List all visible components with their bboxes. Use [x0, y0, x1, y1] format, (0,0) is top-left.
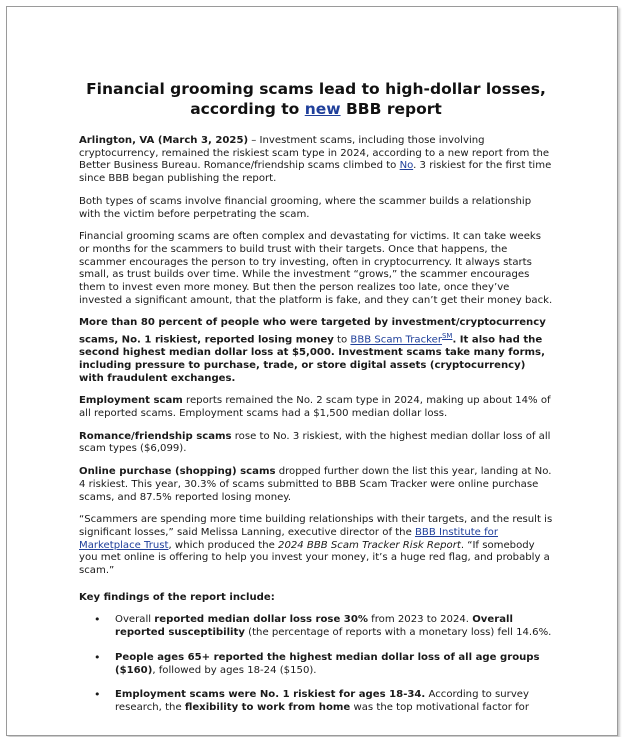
quote-text-2: , which produced the [168, 539, 279, 551]
online-purchase-text: dropped further down the list this year, landing at No. 4 riskiest. This year, 30.3% of scams submitted to BBB Scam Tracker were online purchase scams, and 87.5% reported losing money. [79, 466, 552, 503]
key-findings-list [79, 614, 553, 714]
item-bold: Employment scams were No. 1 riskiest for ages 18-34. [115, 689, 426, 701]
list-item [94, 688, 553, 714]
title-new-link[interactable]: new [304, 100, 341, 118]
no-link[interactable]: No [399, 160, 414, 172]
page-title [79, 79, 553, 119]
paragraph-romance-scams [79, 431, 553, 456]
paragraph-online-purchase [79, 466, 553, 504]
service-mark: SM [441, 332, 453, 341]
employment-text: reports remained the No. 2 scam type in 2024, making up about 14% of all reported scams. Employment scams had a $1,500 median dollar loss. [79, 395, 551, 420]
item-text: , followed by ages 18-24 ($150). [152, 664, 317, 676]
document-content [79, 79, 553, 727]
paragraph-grooming-explained: Financial grooming scams are often complex and devastating for victims. It can take weeks or months for the scammers to build trust with their targets. Once that happens, the scammer encourages the person to try investing, often in cryptocurrency. It always starts small, as trust builds over time. While the investment “grows,” the scammer encourages them to invest even more money. But then the person realizes too late, once they’ve invested a significant amount, that the platform is fake, and they can’t get their money back. [79, 231, 553, 306]
intro-text: – Investment scams, including those involving cryptocurrency, remained the riskiest scam type in 2024, according to a new report from the Better Business Bureau. Romance/friendship scams climbed to [79, 135, 550, 172]
paragraph-intro [79, 135, 553, 186]
item-bold: flexibility to work from home [184, 701, 351, 713]
bbb-institute-link[interactable]: BBB Institute for Marketplace Trust [79, 526, 498, 551]
quote-text-3: . “If somebody you met online is offering to help you invest your money, it’s a huge red flag, and probably a scam.” [79, 539, 550, 577]
dateline: Arlington, VA (March 3, 2025) [79, 135, 249, 146]
item-bold: reported median dollar loss rose 30% [154, 614, 368, 626]
item-bold: Overall reported susceptibility [115, 614, 513, 639]
employment-bold: Employment scam [79, 395, 183, 407]
report-name: 2024 BBB Scam Tracker Risk Report [278, 539, 461, 551]
bullet-icon: • [94, 613, 101, 627]
romance-bold: Romance/friendship scams [79, 430, 232, 442]
title-line-1: Financial grooming scams lead to high-dollar losses, [86, 80, 546, 98]
bullet-icon: • [94, 650, 101, 664]
romance-text: rose to No. 3 riskiest, with the highest median dollar loss of all scam types ($6,099). [79, 430, 551, 455]
paragraph-grooming-types: Both types of scams involve financial grooming, where the scammer builds a relationship with the victim before perpetrating the scam. [79, 195, 532, 220]
investment-bold-2: . It also had the second highest median dollar loss at $5,000. Investment scams take many forms, including pressure to purchase, trade, or store digital assets (cryptocurrency) with fraudulent exchanges. [79, 334, 545, 384]
key-findings-heading: Key findings of the report include: [79, 591, 275, 603]
item-text: (the percentage of reports with a monetary loss) fell 14.6%. [244, 627, 552, 639]
title-line-2-prefix: according to [190, 100, 305, 118]
bbb-scam-tracker-link[interactable]: BBB Scam Tracker [350, 334, 442, 346]
item-text: was the top motivational factor for [350, 701, 530, 713]
item-text: Overall [115, 614, 155, 626]
paragraph-quote [79, 514, 553, 578]
online-purchase-bold: Online purchase (shopping) scams [79, 466, 276, 478]
list-item [94, 650, 553, 677]
item-bold: People ages 65+ reported the highest median dollar loss of all age groups ($160) [115, 651, 540, 676]
paragraph-investment-scams [79, 317, 553, 385]
title-line-2-suffix: BBB report [340, 100, 442, 118]
paragraph-employment-scams [79, 395, 553, 420]
document-page [6, 6, 618, 736]
investment-text: to [333, 334, 351, 346]
quote-text: “Scammers are spending more time building relationships with their targets, and the result is significant losses,” said Melissa Lanning, executive director of the [79, 514, 553, 538]
intro-text-end: . 3 riskiest for the first time since BBB began publishing the report. [79, 160, 552, 185]
item-text: According to survey research, the [115, 689, 529, 713]
bullet-icon: • [94, 688, 101, 702]
item-text: from 2023 to 2024. [367, 614, 473, 626]
investment-bold: More than 80 percent of people who were targeted by investment/cryptocurrency scams, No. 1 riskiest, reported losing money [79, 317, 546, 346]
list-item [94, 613, 553, 639]
